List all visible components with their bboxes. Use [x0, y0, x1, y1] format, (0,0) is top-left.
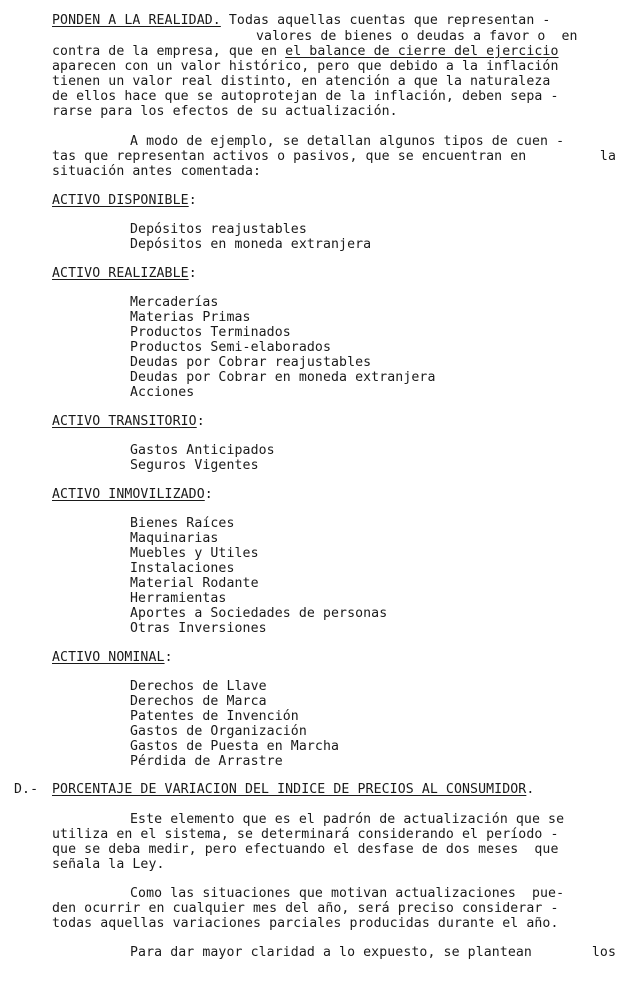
list-item: Gastos de Organización — [130, 724, 307, 739]
section-d-p2-line-1: Como las situaciones que motivan actualizaciones pue- — [130, 886, 565, 901]
intro-line-1 — [52, 13, 550, 28]
section-d-p2-line-2: den ocurrir en cualquier mes del año, será preciso considerar - — [52, 901, 559, 916]
section-title-realizable — [52, 266, 197, 281]
section-d-heading — [52, 782, 534, 797]
list-item: Productos Terminados — [130, 325, 291, 340]
list-item: Deudas por Cobrar reajustables — [130, 355, 372, 370]
list-item: Maquinarias — [130, 531, 219, 546]
list-item: Herramientas — [130, 591, 227, 606]
intro-line-3 — [52, 44, 559, 59]
realizable-title: ACTIVO REALIZABLE — [52, 266, 189, 281]
section-d-p1-line-2: utiliza en el sistema, se determinará considerando el período - — [52, 827, 559, 842]
list-item: Bienes Raíces — [130, 516, 235, 531]
list-item: Seguros Vigentes — [130, 458, 259, 473]
section-d-p3-text: Para dar mayor claridad a lo expuesto, se plantean — [130, 945, 532, 960]
list-item: Mercaderías — [130, 295, 219, 310]
example-line-2-text: tas que representan activos o pasivos, que se encuentran en — [52, 149, 527, 164]
list-item: Patentes de Invención — [130, 709, 299, 724]
list-item: Depósitos en moneda extranjera — [130, 237, 372, 252]
example-line-2-end: la — [599, 149, 616, 164]
intro-line-7: rarse para los efectos de su actualización. — [52, 104, 398, 119]
section-title-inmovilizado — [52, 487, 213, 502]
list-item: Acciones — [130, 385, 195, 400]
section-d-p3-end: los — [591, 945, 616, 960]
section-title-disponible — [52, 193, 197, 208]
nominal-title: ACTIVO NOMINAL — [52, 650, 165, 665]
list-item: Pérdida de Arrastre — [130, 754, 283, 769]
inmovilizado-title: ACTIVO INMOVILIZADO — [52, 487, 205, 502]
intro-line-4: aparecen con un valor histórico, pero que debido a la inflación — [52, 59, 559, 74]
example-line-2 — [52, 149, 616, 164]
list-item: Gastos de Puesta en Marcha — [130, 739, 340, 754]
section-d-p2-line-3: todas aquellas variaciones parciales producidas durante el año. — [52, 916, 559, 931]
list-item: Otras Inversiones — [130, 621, 267, 636]
list-item: Depósitos reajustables — [130, 222, 307, 237]
section-d-p1-line-4: señala la Ley. — [52, 857, 165, 872]
realizable-colon: : — [188, 266, 197, 281]
list-item: Materias Primas — [130, 310, 251, 325]
intro-heading: PONDEN A LA REALIDAD. — [52, 13, 221, 28]
example-line-1: A modo de ejemplo, se detallan algunos tipos de cuen - — [130, 134, 565, 149]
section-d-marker: D.- — [14, 782, 39, 797]
list-item: Deudas por Cobrar en moneda extranjera — [130, 370, 436, 385]
section-title-nominal — [52, 650, 173, 665]
list-item: Instalaciones — [130, 561, 235, 576]
section-d-period: . — [526, 782, 535, 797]
list-item: Material Rodante — [130, 576, 259, 591]
nominal-colon: : — [164, 650, 173, 665]
intro-line-3-text: contra de la empresa, que en — [52, 44, 286, 59]
list-item: Gastos Anticipados — [130, 443, 275, 458]
inmovilizado-colon: : — [204, 487, 213, 502]
section-title-transitorio — [52, 414, 205, 429]
list-item: Aportes a Sociedades de personas — [130, 606, 388, 621]
list-item: Derechos de Marca — [130, 694, 267, 709]
section-d-p1-line-1: Este elemento que es el padrón de actualización que se — [130, 812, 565, 827]
intro-line-1-text: Todas aquellas cuentas que representan - — [220, 13, 551, 28]
list-item: Muebles y Utiles — [130, 546, 259, 561]
example-line-3: situación antes comentada: — [52, 164, 262, 179]
section-d-p3-line-1 — [130, 945, 616, 960]
list-item: Productos Semi-elaborados — [130, 340, 331, 355]
section-d-title: PORCENTAJE DE VARIACION DEL INDICE DE PRECIOS AL CONSUMIDOR — [52, 782, 527, 797]
disponible-colon: : — [188, 193, 197, 208]
disponible-title: ACTIVO DISPONIBLE — [52, 193, 189, 208]
intro-line-2: valores de bienes o deudas a favor o en — [256, 29, 578, 44]
intro-line-6: de ellos hace que se autoprotejan de la inflación, deben sepa - — [52, 89, 559, 104]
transitorio-colon: : — [196, 414, 205, 429]
transitorio-title: ACTIVO TRANSITORIO — [52, 414, 197, 429]
section-d-p1-line-3: que se deba medir, pero efectuando el desfase de dos meses que — [52, 842, 559, 857]
intro-line-5: tienen un valor real distinto, en atención a que la naturaleza — [52, 74, 551, 89]
list-item: Derechos de Llave — [130, 679, 267, 694]
balance-phrase: el balance de cierre del ejercicio — [285, 44, 559, 59]
